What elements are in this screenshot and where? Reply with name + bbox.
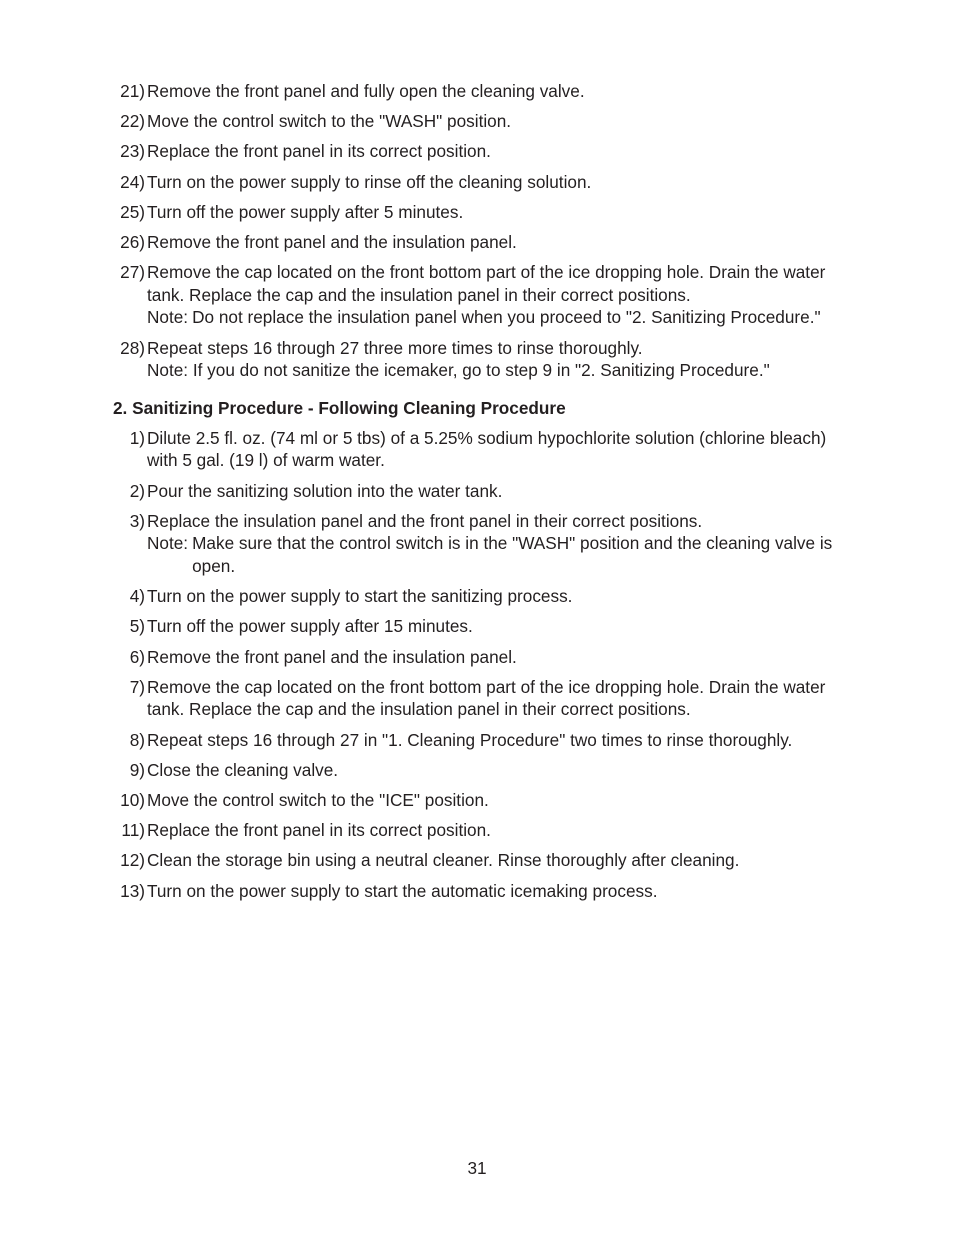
step-22 xyxy=(113,110,853,133)
step-text: Repeat steps 16 through 27 three more times to rinse thoroughly. xyxy=(147,337,643,358)
step-number: 11) xyxy=(121,820,145,841)
step-21 xyxy=(113,80,853,103)
step-number: 9) xyxy=(129,759,145,780)
step-text: Move the control switch to the "ICE" position. xyxy=(147,789,489,810)
note-text: Do not replace the insulation panel when you proceed to "2. Sanitizing Procedure." xyxy=(192,307,821,328)
step-24 xyxy=(113,171,853,194)
step-text: Repeat steps 16 through 27 in "1. Cleaning Procedure" two times to rinse thoroughly. xyxy=(147,729,793,750)
step-text: Replace the insulation panel and the front panel in their correct positions. xyxy=(147,510,703,531)
step-number: 13) xyxy=(120,880,145,901)
step-25 xyxy=(113,201,853,224)
step-27 xyxy=(113,261,853,329)
sanitize-step-1 xyxy=(113,427,853,472)
step-number: 27) xyxy=(120,262,145,283)
step-number: 10) xyxy=(120,789,145,810)
sanitize-step-11 xyxy=(113,819,853,842)
sanitize-step-7 xyxy=(113,676,853,721)
step-text: Remove the cap located on the front bottom part of the ice dropping hole. Drain the water tank. Replace the cap and the insulation panel in their correct positions. xyxy=(147,676,826,720)
sanitize-step-8 xyxy=(113,729,853,752)
step-number: 4) xyxy=(129,586,145,607)
step-number: 2) xyxy=(129,480,145,501)
step-text: Replace the front panel in its correct position. xyxy=(147,141,491,162)
sanitize-step-3 xyxy=(113,510,853,578)
step-text: Remove the front panel and the insulation panel. xyxy=(147,646,517,667)
sanitize-step-4 xyxy=(113,585,853,608)
section-heading: 2. Sanitizing Procedure - Following Cleaning Procedure xyxy=(113,397,566,418)
step-number: 24) xyxy=(120,171,145,192)
step-note: Note: If you do not sanitize the icemaker, go to step 9 in "2. Sanitizing Procedure." xyxy=(147,360,770,381)
step-note xyxy=(147,532,853,577)
note-label: Note: xyxy=(147,307,189,328)
step-number: 23) xyxy=(120,141,145,162)
step-text: Turn off the power supply after 5 minutes. xyxy=(147,201,464,222)
step-text: Remove the front panel and the insulation panel. xyxy=(147,231,517,252)
step-text: Replace the front panel in its correct position. xyxy=(147,820,491,841)
sanitize-step-5 xyxy=(113,615,853,638)
step-text: Pour the sanitizing solution into the water tank. xyxy=(147,480,503,501)
document-body xyxy=(113,80,853,910)
step-number: 7) xyxy=(129,676,145,697)
step-number: 3) xyxy=(129,510,145,531)
step-text: Remove the front panel and fully open the cleaning valve. xyxy=(147,81,585,101)
step-text: Clean the storage bin using a neutral cleaner. Rinse thoroughly after cleaning. xyxy=(147,850,740,871)
step-26 xyxy=(113,231,853,254)
step-number: 6) xyxy=(129,646,145,667)
note-text: Make sure that the control switch is in the "WASH" position and the cleaning valve is open. xyxy=(192,533,833,577)
step-number: 5) xyxy=(129,616,145,637)
step-note xyxy=(147,306,853,329)
step-text: Turn on the power supply to start the sanitizing process. xyxy=(147,586,573,607)
step-text: Move the control switch to the "WASH" position. xyxy=(147,111,512,132)
step-23 xyxy=(113,140,853,163)
step-number: 21) xyxy=(120,81,145,101)
sanitize-step-6 xyxy=(113,646,853,669)
sanitize-step-2 xyxy=(113,480,853,503)
step-text: Close the cleaning valve. xyxy=(147,759,339,780)
step-28 xyxy=(113,337,853,382)
page-number: 31 xyxy=(467,1158,487,1178)
sanitize-step-10 xyxy=(113,789,853,812)
note-label: Note: xyxy=(147,533,189,554)
step-text: Turn off the power supply after 15 minutes. xyxy=(147,616,473,637)
sanitize-step-9 xyxy=(113,759,853,782)
step-number: 26) xyxy=(120,231,145,252)
step-number: 1) xyxy=(129,427,145,448)
sanitize-step-13 xyxy=(113,880,853,903)
step-number: 12) xyxy=(120,850,145,871)
step-text: Turn on the power supply to rinse off the cleaning solution. xyxy=(147,171,592,192)
step-text: Remove the cap located on the front bottom part of the ice dropping hole. Drain the water tank. Replace the cap and the insulation panel in their correct positions. xyxy=(147,262,826,305)
step-number: 22) xyxy=(120,111,145,132)
step-text: Turn on the power supply to start the automatic icemaking process. xyxy=(147,880,658,901)
step-number: 8) xyxy=(129,729,145,750)
sanitize-step-12 xyxy=(113,849,853,872)
step-number: 28) xyxy=(120,337,145,358)
step-number: 25) xyxy=(120,201,145,222)
step-text: Dilute 2.5 fl. oz. (74 ml or 5 tbs) of a 5.25% sodium hypochlorite solution (chlorine bleach) with 5 gal. (19 l) of warm water. xyxy=(147,427,827,471)
